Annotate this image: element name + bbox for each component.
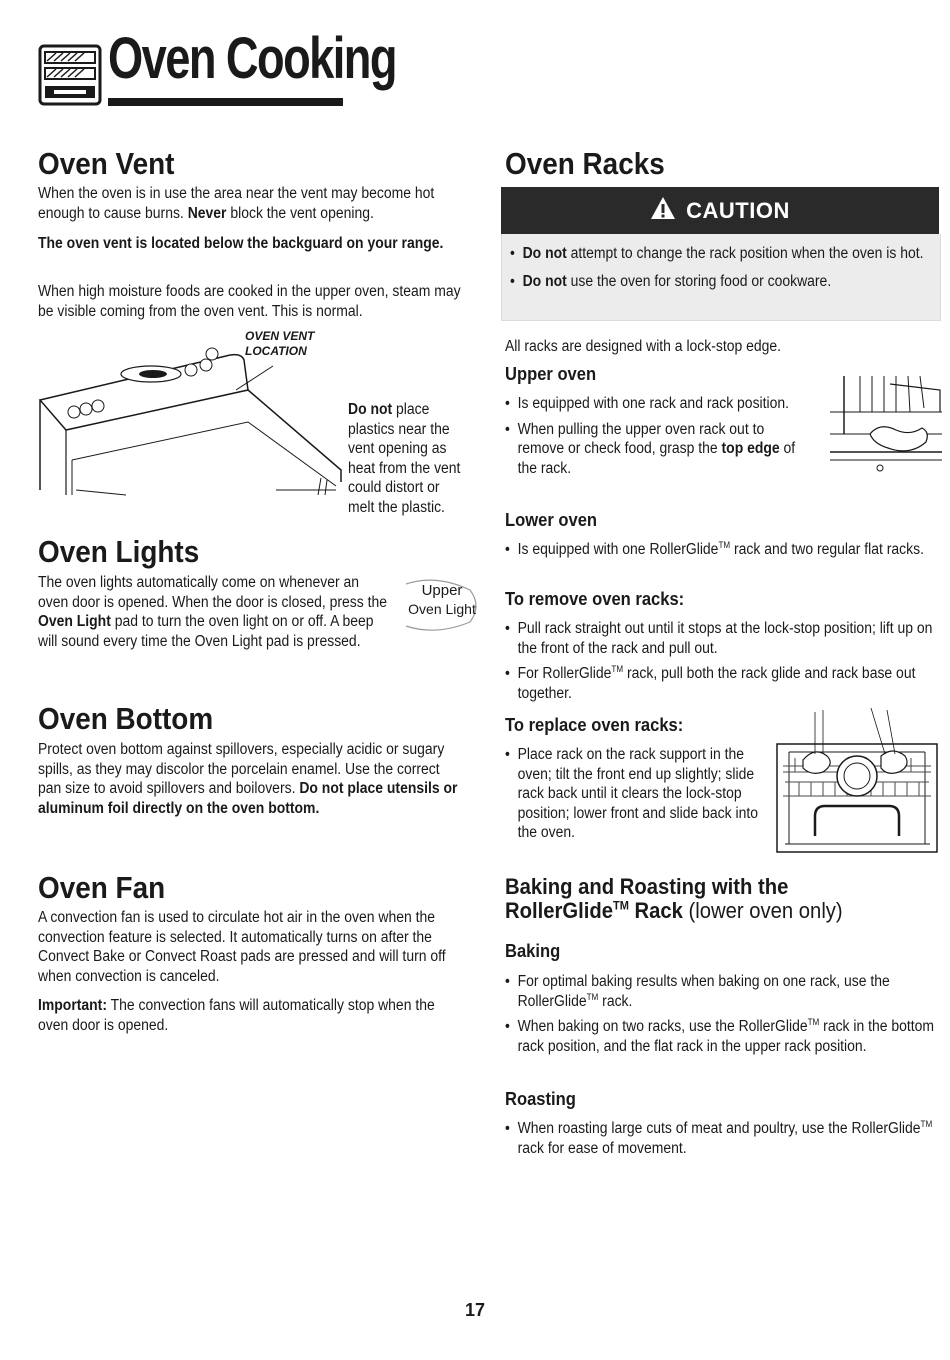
list-item: • When pulling the upper oven rack out to remove or check food, grasp the top edge of the rack. (505, 420, 802, 479)
list-item: • When roasting large cuts of meat and poultry, use the RollerGlide™ rack for ease of movement. (505, 1119, 937, 1158)
oven-rack-insertion-illustration (775, 706, 940, 854)
list-item: • Is equipped with one rack and rack position. (505, 394, 802, 414)
list-item: • Place rack on the rack support in the oven; tilt the front end up slightly; slide rack back until it clears the lock-stop position; lower front and slide back into the oven. (505, 745, 762, 843)
oven-lights-heading: Oven Lights (38, 534, 200, 569)
upper-oven-heading: Upper oven (505, 364, 597, 384)
oven-icon (38, 44, 102, 106)
upper-oven-list (505, 394, 802, 484)
oven-fan-paragraph-1: A convection fan is used to circulate hot air in the oven when the convection feature is selected. It automatically turns on after the Convect Bake or Convect Roast pads are pressed and will turn off when convection is canceled. (38, 909, 446, 985)
upper-oven-light-pad: Upper Oven Light (392, 576, 480, 634)
title-underline (108, 98, 343, 106)
oven-vent-paragraph-2: The oven vent is located below the backguard on your range. (38, 235, 444, 252)
remove-racks-heading: To remove oven racks: (505, 589, 685, 609)
oven-racks-heading: Oven Racks (505, 146, 665, 181)
baking-heading: Baking (505, 941, 561, 961)
oven-vent-plastic-note: Do not place plastics near the vent opening as heat from the vent could distort or melt the plastic. (348, 401, 461, 516)
baking-roasting-heading: Baking and Roasting with the RollerGlide™ Rack (lower oven only) (505, 874, 843, 923)
page-number: 17 (464, 1300, 486, 1320)
oven-lights-paragraph: The oven lights automatically come on whenever an oven door is opened. When the door is closed, press the Oven Light pad to turn the oven light on or off. A beep will sound every time the Oven Light pad is pressed. (38, 574, 387, 650)
replace-racks-heading: To replace oven racks: (505, 715, 684, 735)
lower-oven-heading: Lower oven (505, 510, 598, 530)
oven-bottom-heading: Oven Bottom (38, 701, 214, 736)
oven-racks-intro: All racks are designed with a lock-stop edge. (505, 338, 782, 355)
caution-item: • Do not attempt to change the rack position when the oven is hot. (510, 244, 933, 264)
caution-item: • Do not use the oven for storing food or cookware. (510, 272, 933, 292)
oven-vent-location-label: OVEN VENT LOCATION (245, 329, 315, 358)
roasting-list (505, 1119, 937, 1164)
roasting-heading: Roasting (505, 1089, 576, 1109)
list-item: • For optimal baking results when baking on one rack, use the RollerGlide™ rack. (505, 972, 937, 1011)
remove-racks-list (505, 619, 937, 709)
list-item: • For RollerGlide™ rack, pull both the rack glide and rack base out together. (505, 664, 937, 703)
caution-banner (501, 187, 939, 234)
warning-triangle-icon (650, 196, 676, 225)
oven-bottom-paragraph: Protect oven bottom against spillovers, especially acidic or sugary spills, as they may discolor the porcelain enamel. Use the correct pan size to avoid spillovers and boilovers. Do not place utensils or aluminum foil directly on the oven bottom. (38, 741, 458, 817)
baking-list (505, 972, 937, 1062)
oven-vent-heading: Oven Vent (38, 146, 175, 181)
oven-fan-paragraph-2: Important: The convection fans will automatically stop when the oven door is opened. (38, 997, 435, 1034)
caution-box (501, 234, 941, 321)
list-item: • Pull rack straight out until it stops at the lock-stop position; lift up on the front of the rack and pull out. (505, 619, 937, 658)
upper-rack-illustration (830, 372, 945, 477)
caution-label: CAUTION (686, 197, 790, 223)
list-item: • Is equipped with one RollerGlide™ rack and two regular flat racks. (505, 540, 937, 560)
page-title: Oven Cooking (108, 26, 396, 91)
range-backguard-illustration (36, 330, 346, 500)
oven-fan-heading: Oven Fan (38, 870, 166, 905)
oven-vent-paragraph-1: When the oven is in use the area near the vent may become hot enough to cause burns. Never block the vent opening. (38, 185, 435, 222)
oven-vent-paragraph-3: When high moisture foods are cooked in the upper oven, steam may be visible coming from the oven vent. This is normal. (38, 283, 461, 320)
lower-oven-list (505, 540, 937, 566)
list-item: • When baking on two racks, use the RollerGlide™ rack in the bottom rack position, and the flat rack in the upper rack position. (505, 1017, 937, 1056)
replace-racks-list (505, 745, 762, 849)
